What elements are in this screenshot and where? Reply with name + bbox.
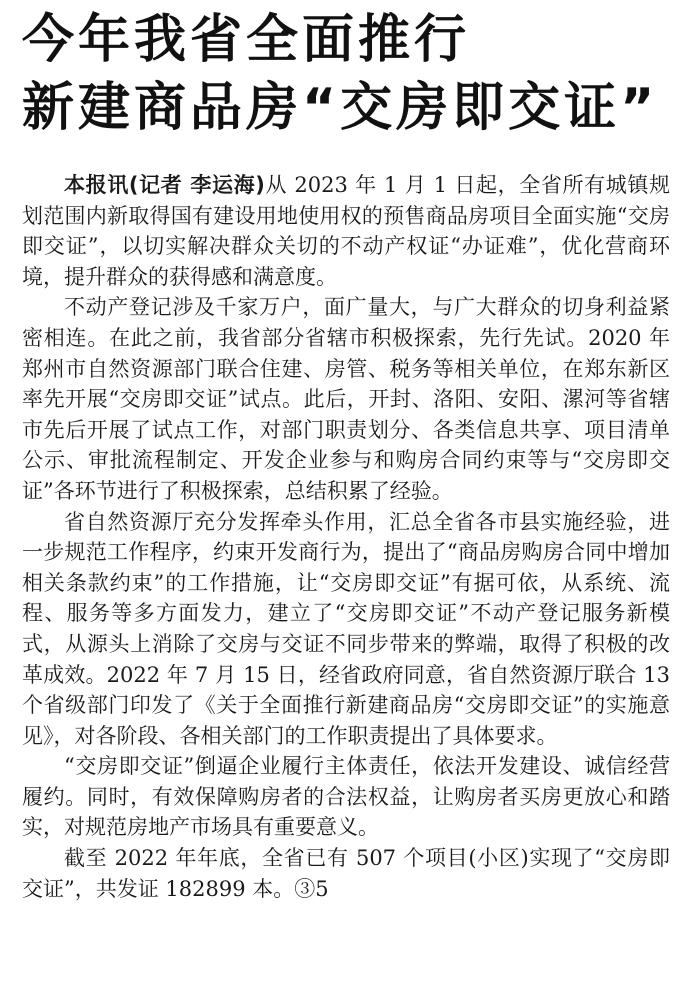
- headline-line-2: 新建商品房“交房即交证”: [22, 78, 659, 138]
- paragraph-1: [22, 170, 670, 292]
- headline-line-1: 今年我省全面推行: [22, 10, 471, 70]
- paragraph-1-text: 从 2023 年 1 月 1 日起，全省所有城镇规划范围内新取得国有建设用地使用权的预售商品房项目全面实施“交房即交证”，以切实解决群众关切的不动产权证“办证难”，优化营商环境，提升群众的获得感和满意度。: [22, 173, 670, 289]
- paragraph-3: 省自然资源厅充分发挥牵头作用，汇总全省各市县实施经验，进一步规范工作程序，约束开发商行为，提出了“商品房购房合同中增加相关条款约束”的工作措施，让“交房即交证”有据可依，从系统、流程、服务等多方面发力，建立了“交房即交证”不动产登记服务新模式，从源头上消除了交房与交证不同步带来的弊端，取得了积极的改革成效。2022 年 7 月 15 日，经省政府同意，省自然资源厅联合 13 个省级部门印发了《关于全面推行新建商品房“交房即交证”的实施意见》，对各阶段、各相关部门的工作职责提出了具体要求。: [22, 509, 670, 748]
- headline: [22, 6, 672, 142]
- paragraph-4: “交房即交证”倒逼企业履行主体责任，依法开发建设、诚信经营履约。同时，有效保障购房者的合法权益，让购房者买房更放心和踏实，对规范房地产市场具有重要意义。: [22, 754, 670, 840]
- paragraph-5: 截至 2022 年年底，全省已有 507 个项目(小区)实现了“交房即交证”，共发证 182899 本。③5: [22, 846, 670, 901]
- paragraph-2: 不动产登记涉及千家万户，面广量大，与广大群众的切身利益紧密相连。在此之前，我省部分省辖市积极探索，先行先试。2020 年郑州市自然资源部门联合住建、房管、税务等相关单位，在郑东新区率先开展“交房即交证”试点。此后，开封、洛阳、安阳、漯河等省辖市先后开展了试点工作，对部门职责划分、各类信息共享、项目清单公示、审批流程制定、开发企业参与和购房合同约束等与“交房即交证”各环节进行了积极探索，总结积累了经验。: [22, 295, 670, 503]
- byline: 本报讯(记者 李运海): [64, 173, 265, 197]
- article-body: [22, 170, 670, 904]
